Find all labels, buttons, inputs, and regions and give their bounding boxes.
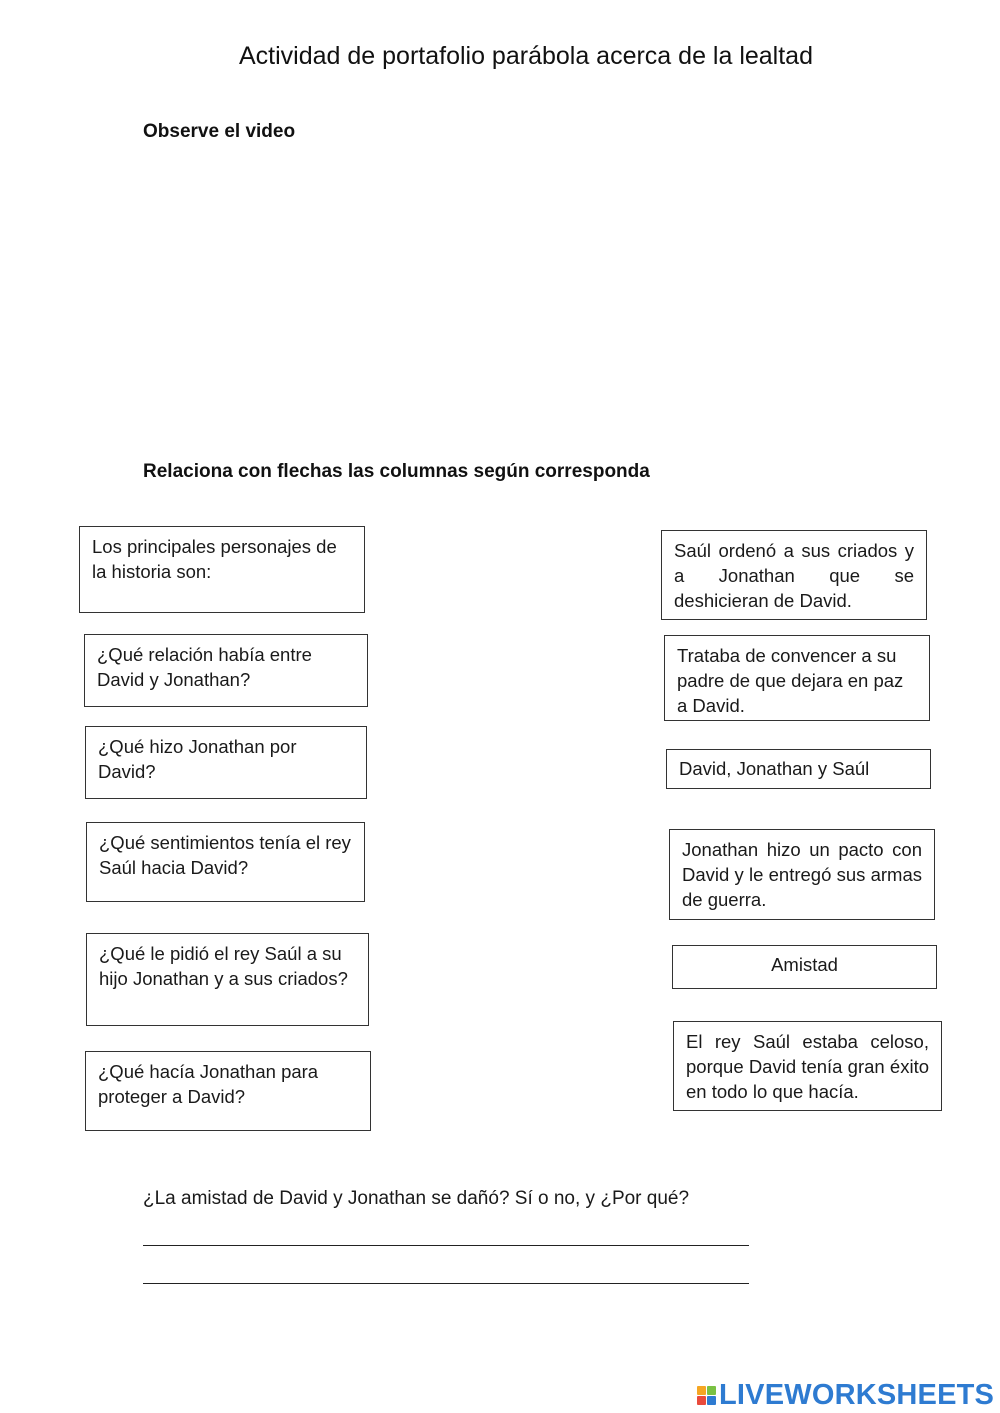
left-box-1[interactable]: Los principales personajes de la historia son: <box>79 526 365 613</box>
right-box-1[interactable]: Saúl ordenó a sus criados y a Jonathan que se deshicieran de David. <box>661 530 927 620</box>
liveworksheets-logo <box>697 1378 994 1412</box>
logo-cell-l <box>697 1386 706 1395</box>
right-box-2[interactable]: Trataba de convencer a su padre de que dejara en paz a David. <box>664 635 930 721</box>
answer-line-1[interactable] <box>143 1245 749 1246</box>
right-box-4[interactable]: Jonathan hizo un pacto con David y le entregó sus armas de guerra. <box>669 829 935 920</box>
right-box-5[interactable]: Amistad <box>672 945 937 989</box>
section-heading-match: Relaciona con flechas las columnas según corresponda <box>143 461 650 482</box>
final-question: ¿La amistad de David y Jonathan se dañó? Sí o no, y ¿Por qué? <box>143 1188 690 1209</box>
left-box-4[interactable]: ¿Qué sentimientos tenía el rey Saúl hacia David? <box>86 822 365 902</box>
liveworksheets-icon <box>697 1386 716 1405</box>
logo-cell-v <box>697 1396 706 1405</box>
answer-line-2[interactable] <box>143 1283 749 1284</box>
logo-cell-i <box>707 1386 716 1395</box>
logo-cell-e <box>707 1396 716 1405</box>
page-title: Actividad de portafolio parábola acerca de la lealtad <box>239 42 813 70</box>
right-box-3[interactable]: David, Jonathan y Saúl <box>666 749 931 789</box>
right-box-6[interactable]: El rey Saúl estaba celoso, porque David tenía gran éxito en todo lo que hacía. <box>673 1021 942 1111</box>
left-box-6[interactable]: ¿Qué hacía Jonathan para proteger a David? <box>85 1051 371 1131</box>
section-heading-video: Observe el video <box>143 121 296 142</box>
left-box-2[interactable]: ¿Qué relación había entre David y Jonathan? <box>84 634 368 707</box>
logo-text: LIVEWORKSHEETS <box>719 1378 995 1411</box>
left-box-5[interactable]: ¿Qué le pidió el rey Saúl a su hijo Jonathan y a sus criados? <box>86 933 369 1026</box>
left-box-3[interactable]: ¿Qué hizo Jonathan por David? <box>85 726 367 799</box>
